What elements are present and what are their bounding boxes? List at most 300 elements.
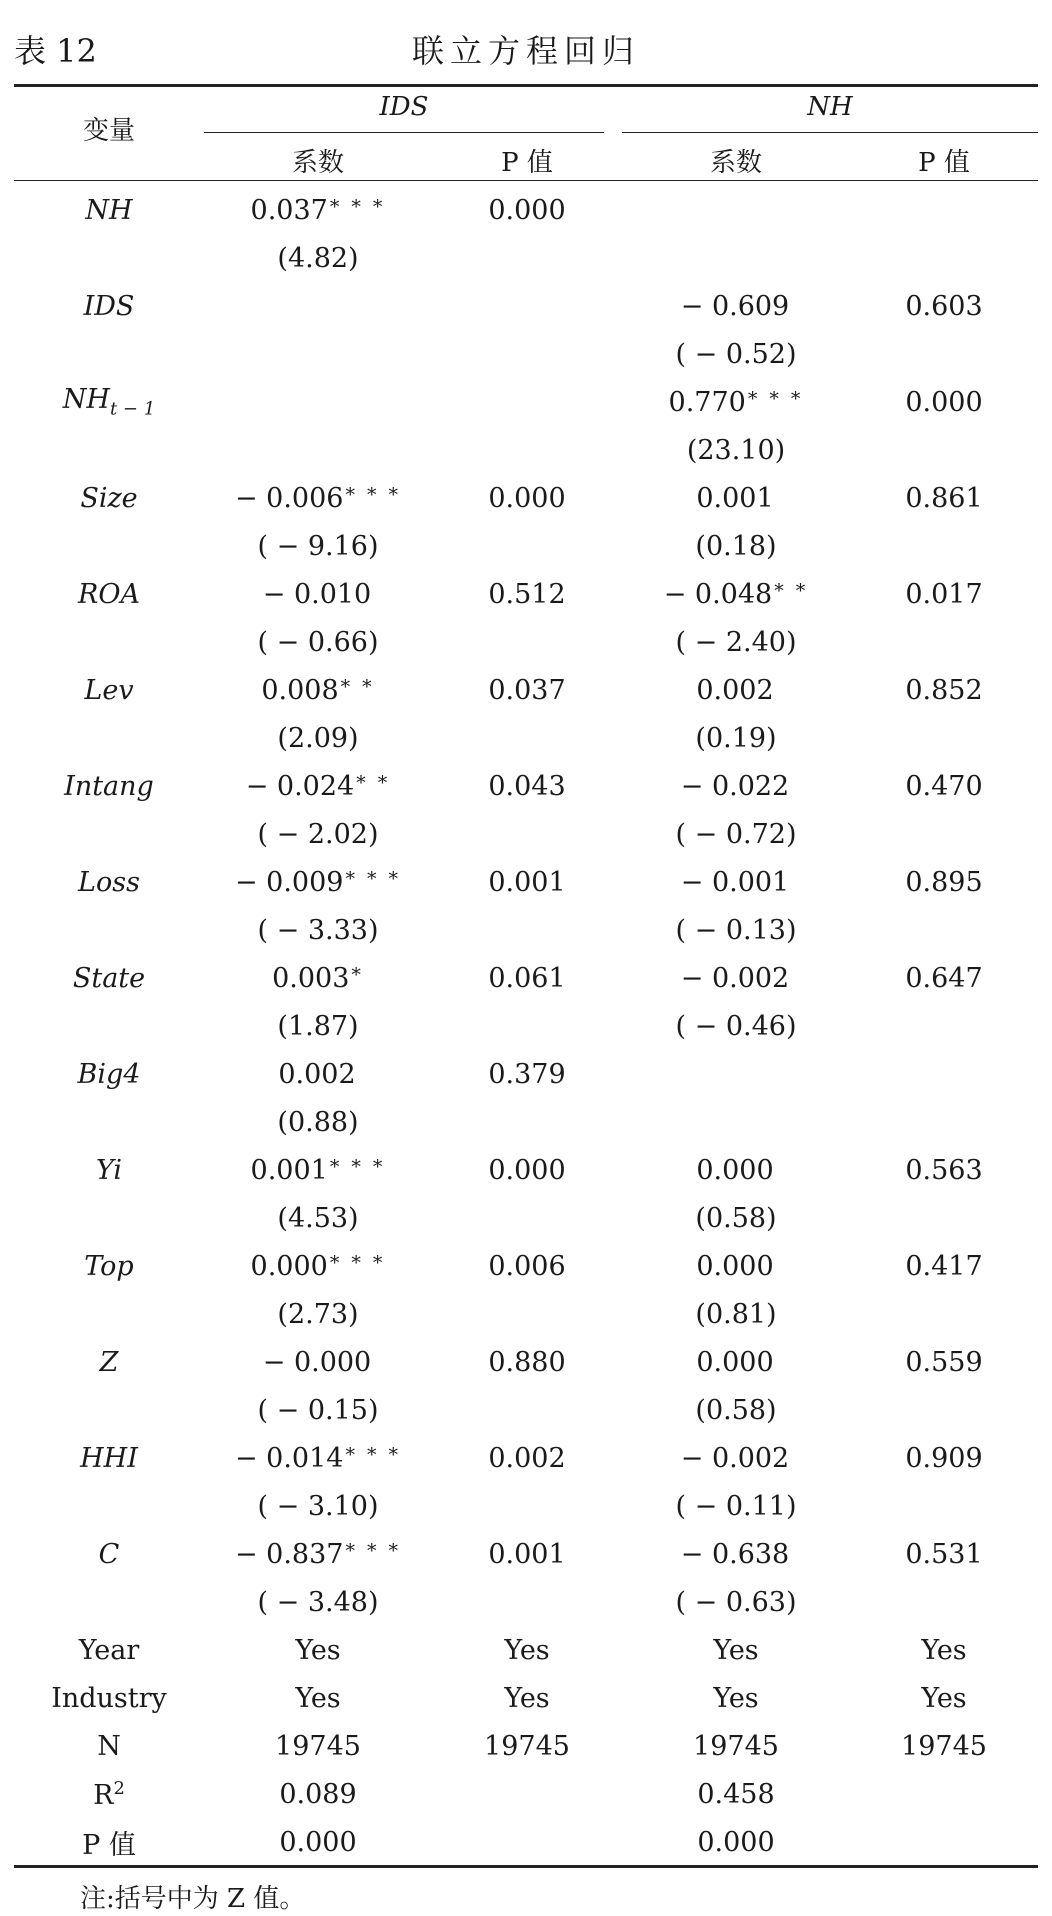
coef-nh: 0.000 [696, 1250, 774, 1282]
significance-stars: * * [356, 771, 391, 794]
coef-nh-cell [622, 1146, 850, 1194]
header-coef-nh: 系数 [709, 148, 762, 178]
summary-value-cell [204, 1722, 432, 1770]
variable-cell [14, 858, 204, 906]
z-nh-cell [622, 522, 850, 570]
empty-cell [432, 1002, 622, 1050]
header-group-nh: NH [807, 92, 853, 122]
empty-cell [850, 810, 1038, 858]
empty-cell [14, 906, 204, 954]
z-nh-cell [622, 906, 850, 954]
empty-cell [14, 1290, 204, 1338]
significance-stars: * * * [345, 867, 402, 890]
empty-cell [850, 1482, 1038, 1530]
pval-nh-cell [850, 474, 1038, 522]
z-stat-row [14, 714, 1038, 762]
empty-cell [850, 1098, 1038, 1146]
summary-value: Yes [713, 1682, 759, 1714]
z-stat-row [14, 426, 1038, 474]
variable-name: Z [99, 1346, 119, 1378]
summary-value: Yes [921, 1682, 967, 1714]
pval-nh: 0.531 [905, 1538, 983, 1570]
z-stat-ids: (1.87) [277, 1010, 359, 1042]
variable-cell [14, 1146, 204, 1194]
pval-ids: 0.000 [488, 1154, 566, 1186]
pval-nh: 0.470 [905, 770, 983, 802]
empty-cell [850, 1386, 1038, 1434]
empty-cell [14, 1386, 204, 1434]
coef-ids: − 0.837 [234, 1538, 344, 1570]
z-ids-cell [204, 810, 432, 858]
empty-cell [432, 906, 622, 954]
z-ids-cell [204, 1194, 432, 1242]
table-row [14, 1050, 1038, 1098]
z-ids-cell [204, 522, 432, 570]
coef-ids-cell [204, 666, 432, 714]
z-nh-cell [622, 618, 850, 666]
summary-value-cell [850, 1626, 1038, 1674]
variable-name: IDS [83, 290, 135, 322]
table-row [14, 1242, 1038, 1290]
pval-nh-cell [850, 1530, 1038, 1578]
coef-nh: 0.002 [696, 674, 774, 706]
summary-row [14, 1626, 1038, 1674]
z-nh-cell [622, 810, 850, 858]
coef-nh-cell [622, 186, 850, 234]
pval-ids-cell [432, 282, 622, 330]
coef-nh-cell [622, 570, 850, 618]
variable-cell [14, 474, 204, 522]
pval-ids: 0.001 [488, 866, 566, 898]
pval-ids-cell [432, 474, 622, 522]
pval-nh: 0.852 [905, 674, 983, 706]
variable-cell [14, 666, 204, 714]
empty-cell [850, 714, 1038, 762]
z-stat-nh: (0.18) [695, 530, 777, 562]
empty-cell [850, 1194, 1038, 1242]
pval-ids-cell [432, 1530, 622, 1578]
z-ids-cell [204, 906, 432, 954]
coef-nh-cell [622, 1530, 850, 1578]
summary-value: 0.089 [279, 1778, 357, 1810]
table-row [14, 282, 1038, 330]
coef-ids-cell [204, 1242, 432, 1290]
z-nh-cell [622, 1482, 850, 1530]
z-ids-cell [204, 1290, 432, 1338]
empty-cell [850, 426, 1038, 474]
summary-label-cell [14, 1626, 204, 1674]
empty-cell [432, 618, 622, 666]
z-stat-ids: ( − 3.10) [257, 1490, 379, 1522]
z-nh-cell [622, 426, 850, 474]
pval-nh-cell [850, 1434, 1038, 1482]
summary-value-cell [850, 1770, 1038, 1818]
coef-ids-cell [204, 1050, 432, 1098]
coef-ids-cell [204, 1434, 432, 1482]
summary-value-cell [204, 1674, 432, 1722]
pval-ids: 0.043 [488, 770, 566, 802]
variable-cell [14, 378, 204, 426]
pval-nh-cell [850, 1338, 1038, 1386]
pval-ids: 0.880 [488, 1346, 566, 1378]
z-stat-nh: (0.58) [695, 1202, 777, 1234]
coef-ids-cell [204, 186, 432, 234]
pval-nh: 0.603 [905, 290, 983, 322]
summary-value: Yes [295, 1634, 341, 1666]
empty-cell [432, 234, 622, 282]
summary-value: 19745 [901, 1730, 987, 1762]
pval-ids-cell [432, 378, 622, 426]
summary-value: 19745 [275, 1730, 361, 1762]
coef-ids: 0.008 [261, 674, 339, 706]
z-nh-cell [622, 234, 850, 282]
empty-cell [14, 1482, 204, 1530]
summary-label-cell [14, 1770, 204, 1818]
coef-ids-cell [204, 378, 432, 426]
empty-cell [432, 810, 622, 858]
coef-nh-cell [622, 474, 850, 522]
coef-nh-cell [622, 1050, 850, 1098]
empty-cell [14, 234, 204, 282]
z-stat-ids: (2.09) [277, 722, 359, 754]
z-nh-cell [622, 1290, 850, 1338]
bottom-rule [14, 1865, 1038, 1868]
z-ids-cell [204, 618, 432, 666]
coef-ids: − 0.024 [245, 770, 355, 802]
pval-nh: 0.895 [905, 866, 983, 898]
header-pval-ids: P 值 [501, 148, 553, 178]
variable-cell [14, 1434, 204, 1482]
header-rule [14, 180, 1038, 181]
variable-name: HHI [80, 1442, 138, 1474]
summary-label-cell [14, 1674, 204, 1722]
empty-cell [432, 1386, 622, 1434]
summary-row [14, 1674, 1038, 1722]
empty-cell [850, 522, 1038, 570]
summary-row [14, 1818, 1038, 1866]
summary-superscript: 2 [113, 1777, 125, 1799]
z-stat-ids: ( − 0.15) [257, 1394, 379, 1426]
coef-nh: − 0.638 [680, 1538, 790, 1570]
summary-label: P 值 [82, 1829, 136, 1861]
empty-cell [14, 810, 204, 858]
significance-stars: * [351, 963, 364, 986]
z-stat-nh: ( − 2.40) [675, 626, 797, 658]
summary-value-cell [432, 1674, 622, 1722]
coef-ids: − 0.000 [262, 1346, 372, 1378]
summary-value-cell [850, 1674, 1038, 1722]
variable-name: Big4 [77, 1058, 141, 1090]
summary-label-cell [14, 1722, 204, 1770]
z-stat-ids: ( − 9.16) [257, 530, 379, 562]
pval-nh: 0.559 [905, 1346, 983, 1378]
summary-label: Year [78, 1634, 140, 1666]
summary-value: 0.000 [697, 1826, 775, 1858]
significance-stars: * * [774, 579, 809, 602]
empty-cell [432, 426, 622, 474]
summary-value-cell [432, 1818, 622, 1866]
summary-value: 19745 [484, 1730, 570, 1762]
variable-name: Size [80, 482, 138, 514]
coef-ids-cell [204, 858, 432, 906]
z-ids-cell [204, 1098, 432, 1146]
coef-nh: 0.000 [696, 1346, 774, 1378]
z-nh-cell [622, 1098, 850, 1146]
empty-cell [14, 426, 204, 474]
z-stat-row [14, 810, 1038, 858]
coef-ids-cell [204, 282, 432, 330]
coef-ids: 0.002 [278, 1058, 356, 1090]
coef-nh: − 0.022 [680, 770, 790, 802]
empty-cell [850, 618, 1038, 666]
empty-cell [14, 1194, 204, 1242]
summary-value-cell [850, 1722, 1038, 1770]
z-stat-ids: ( − 3.33) [257, 914, 379, 946]
pval-ids-cell [432, 1338, 622, 1386]
empty-cell [14, 714, 204, 762]
z-stat-row [14, 1290, 1038, 1338]
variable-cell [14, 186, 204, 234]
z-stat-nh: ( − 0.11) [675, 1490, 797, 1522]
summary-label: N [97, 1730, 121, 1762]
pval-ids-cell [432, 1146, 622, 1194]
group-rule-nh [622, 132, 1038, 133]
pval-ids-cell [432, 858, 622, 906]
empty-cell [850, 330, 1038, 378]
z-nh-cell [622, 330, 850, 378]
header-group-ids: IDS [379, 92, 429, 122]
empty-cell [432, 1578, 622, 1626]
pval-nh-cell [850, 762, 1038, 810]
z-ids-cell [204, 1386, 432, 1434]
pval-nh-cell [850, 1050, 1038, 1098]
coef-ids-cell [204, 954, 432, 1002]
summary-value-cell [622, 1770, 850, 1818]
summary-value-cell [622, 1626, 850, 1674]
pval-ids-cell [432, 954, 622, 1002]
z-nh-cell [622, 714, 850, 762]
z-nh-cell [622, 1386, 850, 1434]
pval-ids-cell [432, 570, 622, 618]
z-stat-nh: (23.10) [686, 434, 786, 466]
summary-value: Yes [504, 1682, 550, 1714]
coef-nh-cell [622, 1338, 850, 1386]
summary-value: Yes [921, 1634, 967, 1666]
coef-ids: 0.000 [250, 1250, 328, 1282]
pval-ids: 0.379 [488, 1058, 566, 1090]
pval-nh: 0.000 [905, 386, 983, 418]
summary-value-cell [204, 1626, 432, 1674]
coef-ids-cell [204, 762, 432, 810]
z-stat-ids: ( − 3.48) [257, 1586, 379, 1618]
pval-nh-cell [850, 570, 1038, 618]
summary-value-cell [850, 1818, 1038, 1866]
table-title: 联立方程回归 [411, 32, 640, 70]
coef-nh-cell [622, 666, 850, 714]
coef-nh-cell [622, 954, 850, 1002]
empty-cell [14, 522, 204, 570]
coef-ids-cell [204, 1338, 432, 1386]
variable-name: Top [84, 1250, 134, 1282]
table-row [14, 1338, 1038, 1386]
z-stat-ids: ( − 2.02) [257, 818, 379, 850]
summary-value-cell [204, 1770, 432, 1818]
significance-stars: * * * [329, 1155, 386, 1178]
pval-nh: 0.647 [905, 962, 983, 994]
pval-ids-cell [432, 1050, 622, 1098]
significance-stars: * * * [345, 483, 402, 506]
table-note: 注:括号中为 Z 值。 [80, 1884, 306, 1914]
pval-ids-cell [432, 762, 622, 810]
z-stat-row [14, 1386, 1038, 1434]
empty-cell [14, 618, 204, 666]
coef-ids-cell [204, 570, 432, 618]
coef-nh: − 0.001 [680, 866, 790, 898]
significance-stars: * * * [329, 195, 386, 218]
top-rule [14, 84, 1038, 87]
header-coef-ids: 系数 [291, 148, 344, 178]
pval-nh-cell [850, 954, 1038, 1002]
pval-nh: 0.909 [905, 1442, 983, 1474]
header-pval-nh: P 值 [918, 148, 970, 178]
summary-value: Yes [713, 1634, 759, 1666]
summary-value-cell [622, 1722, 850, 1770]
summary-label-cell [14, 1818, 204, 1866]
z-nh-cell [622, 1002, 850, 1050]
empty-cell [14, 330, 204, 378]
table-row [14, 378, 1038, 426]
z-stat-row [14, 1482, 1038, 1530]
z-stat-nh: (0.81) [695, 1298, 777, 1330]
empty-cell [432, 1482, 622, 1530]
coef-ids: − 0.009 [234, 866, 344, 898]
z-stat-nh: ( − 0.46) [675, 1010, 797, 1042]
variable-cell [14, 1530, 204, 1578]
empty-cell [14, 1098, 204, 1146]
pval-ids: 0.061 [488, 962, 566, 994]
empty-cell [432, 522, 622, 570]
coef-nh-cell [622, 1434, 850, 1482]
z-stat-nh: ( − 0.72) [675, 818, 797, 850]
coef-nh: − 0.048 [663, 578, 773, 610]
summary-row [14, 1722, 1038, 1770]
z-nh-cell [622, 1194, 850, 1242]
coef-ids: 0.001 [250, 1154, 328, 1186]
pval-ids: 0.037 [488, 674, 566, 706]
pval-nh: 0.017 [905, 578, 983, 610]
significance-stars: * * * [345, 1539, 402, 1562]
variable-name: ROA [78, 578, 140, 610]
variable-cell [14, 1242, 204, 1290]
summary-value-cell [204, 1818, 432, 1866]
z-ids-cell [204, 234, 432, 282]
summary-label: R [93, 1779, 114, 1811]
table-row [14, 1146, 1038, 1194]
variable-cell [14, 570, 204, 618]
pval-ids-cell [432, 186, 622, 234]
coef-nh-cell [622, 858, 850, 906]
variable-cell [14, 282, 204, 330]
z-ids-cell [204, 1482, 432, 1530]
z-stat-nh: ( − 0.63) [675, 1586, 797, 1618]
coef-ids-cell [204, 474, 432, 522]
table-row [14, 1434, 1038, 1482]
table-row [14, 858, 1038, 906]
group-rule-ids [204, 132, 604, 133]
table-row [14, 1530, 1038, 1578]
z-ids-cell [204, 714, 432, 762]
significance-stars: * * * [329, 1251, 386, 1274]
z-ids-cell [204, 1002, 432, 1050]
variable-subscript: t − 1 [109, 398, 156, 420]
coef-nh-cell [622, 282, 850, 330]
variable-name: NH [62, 384, 110, 416]
z-stat-row [14, 1002, 1038, 1050]
coef-nh-cell [622, 1242, 850, 1290]
z-stat-ids: (4.82) [277, 242, 359, 274]
empty-cell [850, 1002, 1038, 1050]
pval-ids: 0.002 [488, 1442, 566, 1474]
summary-value-cell [432, 1722, 622, 1770]
coef-ids-cell [204, 1530, 432, 1578]
z-stat-nh: (0.19) [695, 722, 777, 754]
summary-value-cell [432, 1770, 622, 1818]
empty-cell [432, 330, 622, 378]
coef-ids: 0.003 [272, 962, 350, 994]
pval-nh-cell [850, 858, 1038, 906]
z-nh-cell [622, 1578, 850, 1626]
empty-cell [14, 1578, 204, 1626]
empty-cell [432, 1290, 622, 1338]
z-stat-row [14, 1194, 1038, 1242]
z-stat-row [14, 618, 1038, 666]
empty-cell [432, 1194, 622, 1242]
empty-cell [432, 714, 622, 762]
regression-table [14, 186, 1038, 1866]
summary-value: 0.458 [697, 1778, 775, 1810]
variable-name: Lev [84, 674, 134, 706]
significance-stars: * * [340, 675, 375, 698]
coef-nh: − 0.002 [680, 1442, 790, 1474]
z-stat-ids: (4.53) [277, 1202, 359, 1234]
variable-cell [14, 1338, 204, 1386]
significance-stars: * * * [747, 387, 804, 410]
coef-nh: − 0.002 [680, 962, 790, 994]
z-stat-row [14, 522, 1038, 570]
variable-cell [14, 1050, 204, 1098]
z-stat-row [14, 234, 1038, 282]
z-ids-cell [204, 1578, 432, 1626]
coef-nh: 0.001 [696, 482, 774, 514]
variable-name: NH [85, 194, 133, 226]
empty-cell [850, 234, 1038, 282]
summary-value: Yes [295, 1682, 341, 1714]
coef-nh: 0.770 [668, 386, 746, 418]
table-row [14, 474, 1038, 522]
variable-name: Yi [96, 1154, 122, 1186]
pval-nh: 0.417 [905, 1250, 983, 1282]
empty-cell [850, 906, 1038, 954]
z-stat-row [14, 330, 1038, 378]
pval-nh: 0.861 [905, 482, 983, 514]
summary-label: Industry [51, 1682, 167, 1714]
variable-cell [14, 762, 204, 810]
z-stat-nh: (0.58) [695, 1394, 777, 1426]
coef-ids: − 0.006 [234, 482, 344, 514]
pval-ids-cell [432, 666, 622, 714]
pval-ids: 0.512 [488, 578, 566, 610]
z-ids-cell [204, 426, 432, 474]
